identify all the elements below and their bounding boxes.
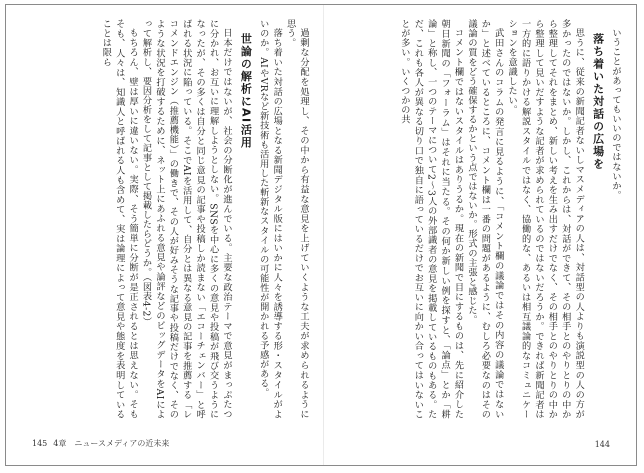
left-page (28, 19, 310, 419)
right-page-number: 144 (594, 440, 610, 449)
left-paragraph-3: 日本だけではないが、社会の分断化が進んでいる。主要な政治テーマで意見がまっぷたつに分かれ、お互いに理解しようとしない。SNSを中心に多くの意見や投稿が飛び交うようになったが、その多くは自分と同じ意見の記事や投稿しか読まない「エコーチェンバー」と呼ばれる状況に陥っている。そこでAIを活用して、自分とは異なる意見の記事を推薦する「レコメンドエンジン（推薦機能）」の働きで、その人が好みそうな記事や投稿だけでなく、そのような状況を打破するために、ネット上にあふれる意見や論評などのビッグデータをAIによって解析し、要因分析をして記事として掲載したらどうか。（図表4-2） (140, 19, 232, 419)
left-page-text (99, 19, 310, 419)
right-paragraph-1: いうことがあってもいいのではないか。 (610, 28, 621, 201)
left-page-number: 145 (32, 439, 48, 448)
book-spread (5, 4, 637, 466)
left-footer (32, 438, 169, 449)
left-paragraph-1: 過剰な分配を処理し、その中から有益な意見を上げていくような工夫が求められるように思う。 (284, 19, 309, 419)
right-page (340, 19, 622, 419)
right-footer (595, 440, 610, 449)
left-paragraph-4: もちろん、壁は厚いに違いない。実際、そう簡単に分断が是正されるとは思えない。そもそも、人々は、知識人と呼ばれる人も含めて、実は論理によって意見や態度を表明していることは限ら (100, 19, 139, 419)
gutter-divider (323, 5, 324, 465)
right-paragraph-3: 武田さんのコラムの発言に見るように、「コメント欄の議論ではその内容の議論ではないか」と述べているところに、コメント欄は一番の問題があるように、むしろ必要なのはその議論の質をどう確保するかという点ではないか。形式の主張と感じた。 (465, 19, 504, 419)
right-paragraph-2: 思うに、従来の新聞記者ないしマスメディアの人は、対話型の人よりも演説型の人の方が多かったのではないか。しかし、これからは、対話ができて、その相手とのやりとりの中から整理してそれをまとめ、新しい考えを生み出すだけでなく、その相手とのやりとりの中から整理して見いだすような記者が求められているのではないだろうか。できれば新聞記者は一方的に語りかける解説スタイルではなく、協働的な、あるいは相互議論的なコミュニケーションを意識したい。 (506, 19, 585, 419)
right-paragraph-4: コメント欄ではないスタイルはありうるか。現在の新聞で目にするものは、先に紹介した朝日新聞の「フォーラム」はそれに当たる。その何か新しい例を探すと、「論点」とか「耕論」と称し、一つのテーマについて2～3人の外部識者の意見を掲載しているものもある。ただ、これも各人が異なる切り口で独自に語っているだけでお互いに向かい合ってはいないことが多い。いくつかの共 (398, 19, 464, 419)
running-head: 4章 ニュースメディアの近未来 (53, 439, 170, 448)
left-paragraph-2: 落ち着いた対話の広場となる新聞デジタル版にはいかに人々を誘導する形・スタイルがよいのか。AIやVRなど新技術も活用した斬新なスタイルの可能性が開かれる予感がある。 (257, 19, 283, 419)
right-page-text (398, 19, 623, 419)
right-section-heading: 落ち着いた対話の広場を (591, 33, 605, 171)
left-section-heading: 世論の解析にAI活用 (239, 33, 253, 149)
